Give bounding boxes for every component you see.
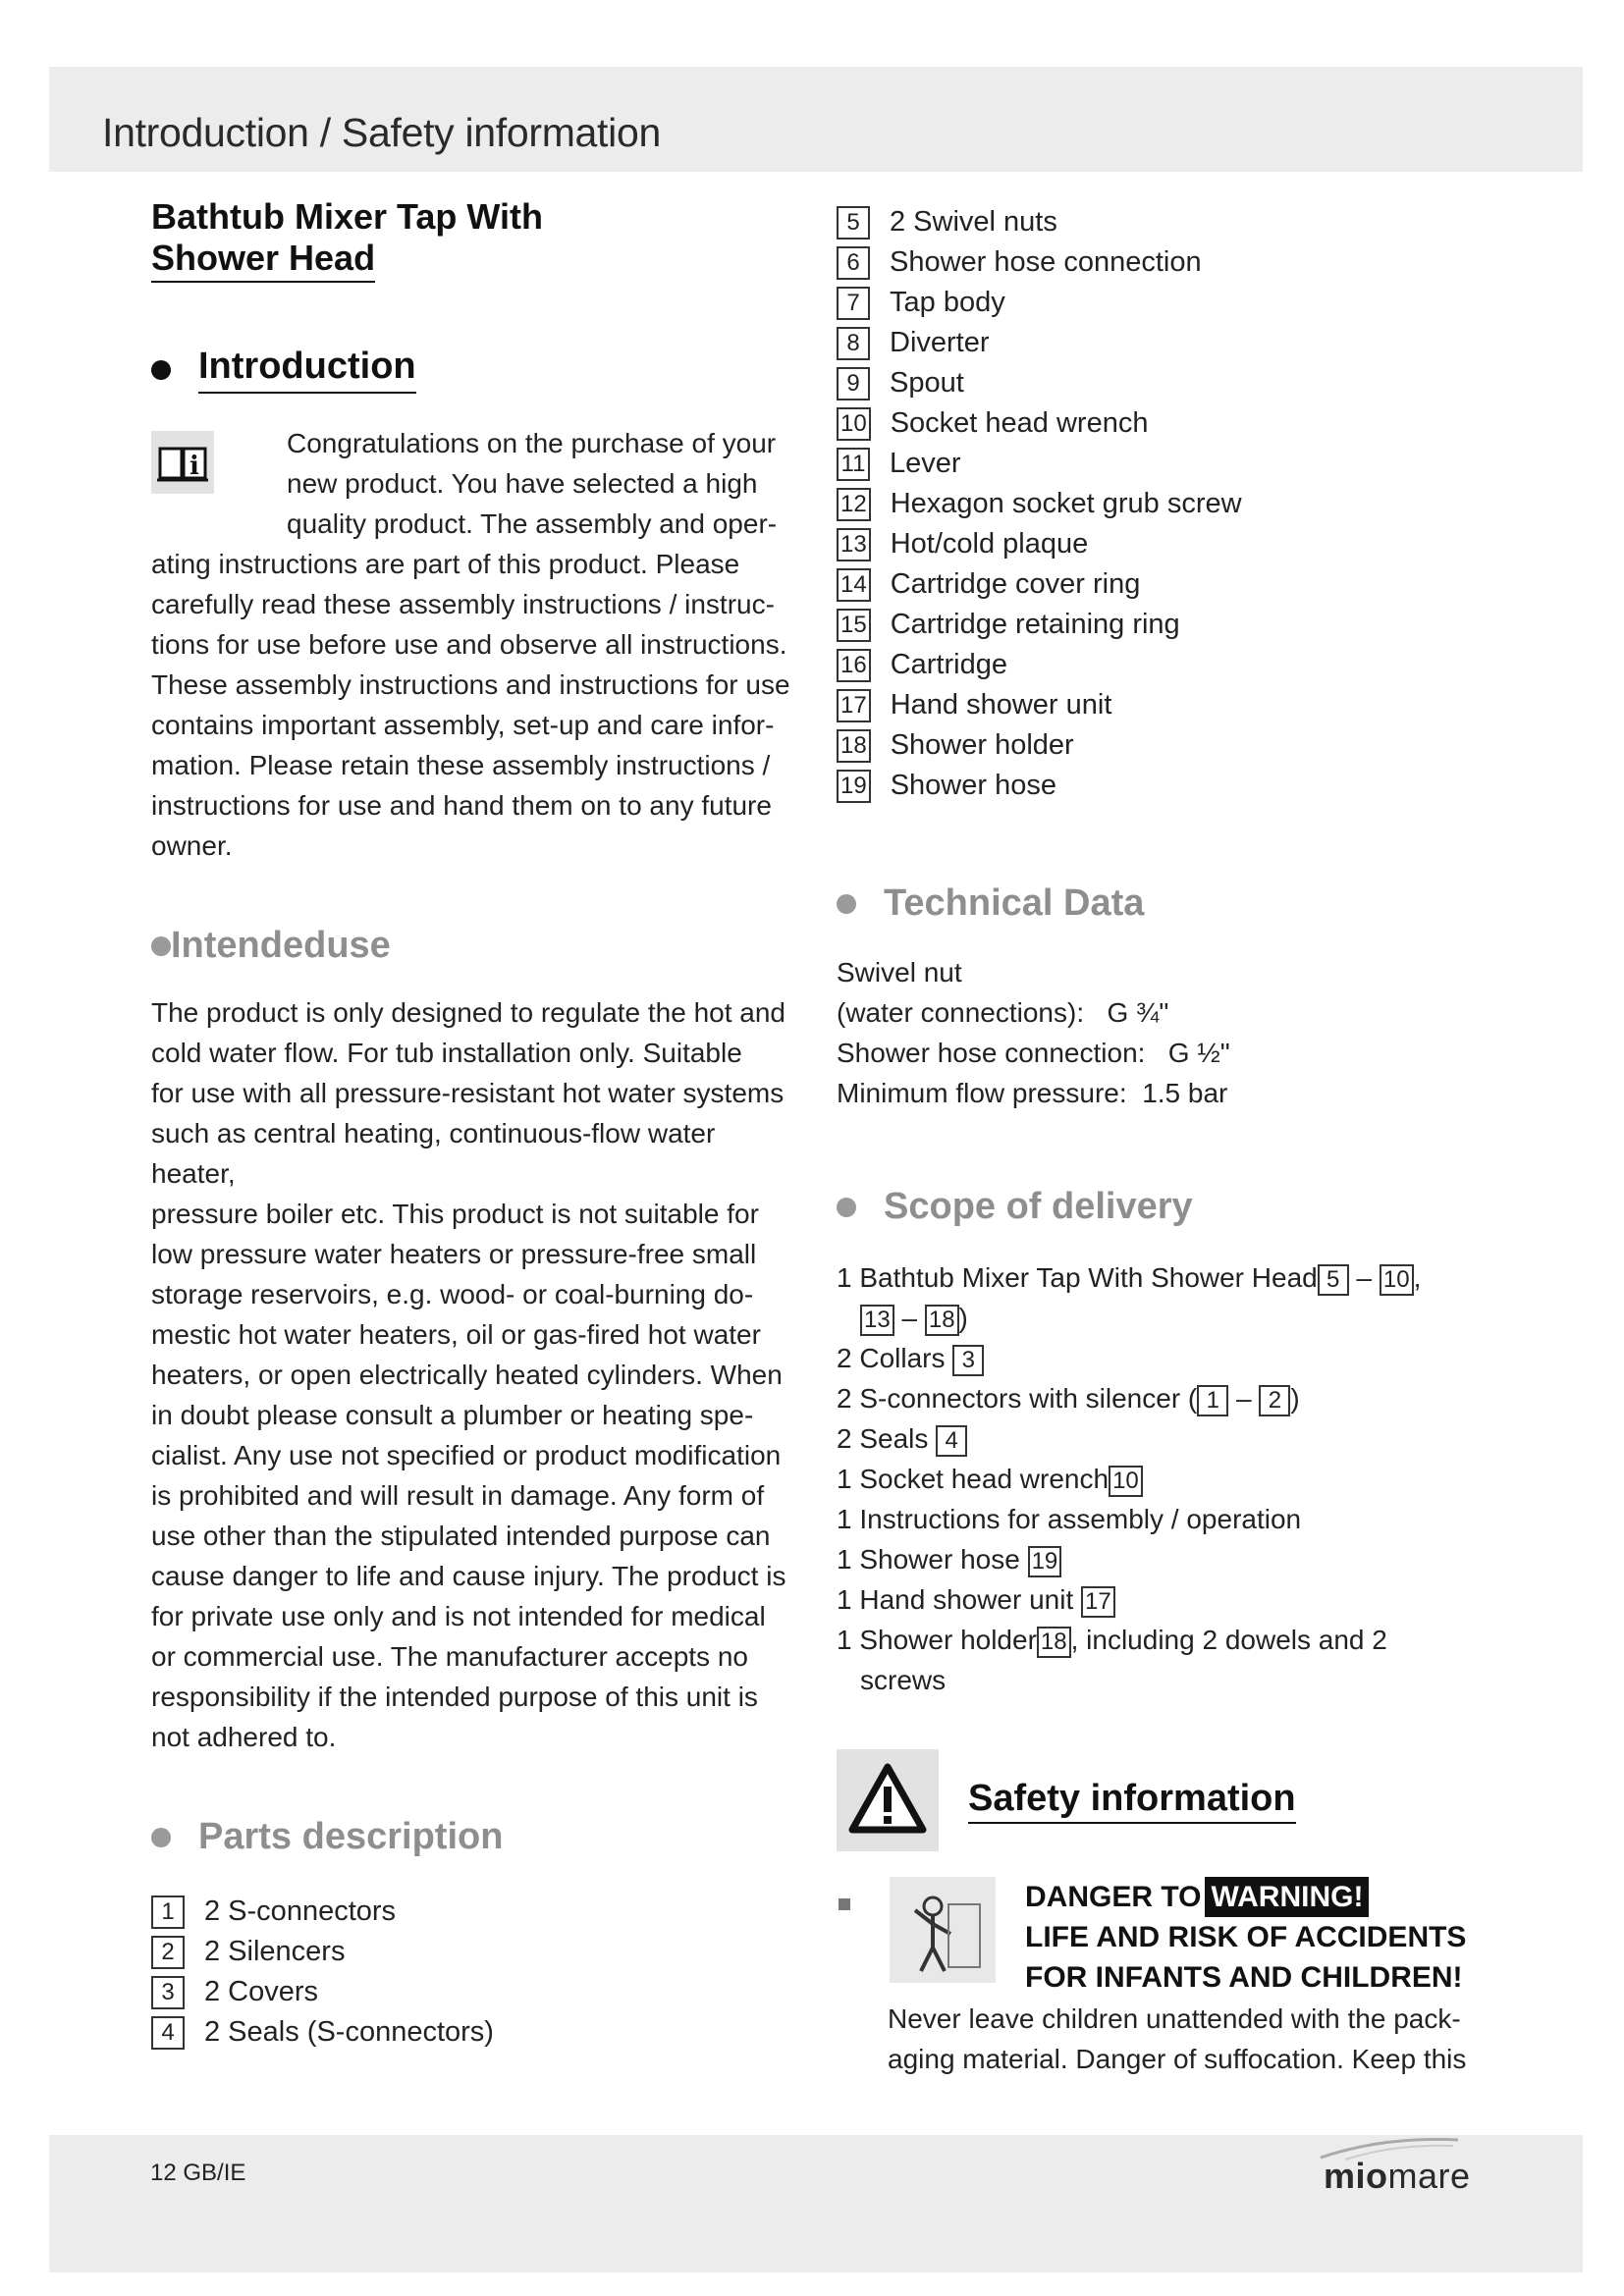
part-label: 2 Seals (S-connectors) xyxy=(204,2016,494,2048)
part-label: Hot/cold plaque xyxy=(890,528,1089,560)
intro-line: tions for use before use and observe all instructions. xyxy=(151,629,787,660)
intended-use-heading-text: Intendeduse xyxy=(171,925,391,966)
scope-item-text: 1 Bathtub Mixer Tap With Shower Head xyxy=(837,1262,1318,1293)
part-number: 6 xyxy=(837,246,870,280)
danger-line2: LIFE AND RISK OF ACCIDENTS xyxy=(1025,1921,1467,1953)
part-item xyxy=(837,363,1485,403)
intro-line: quality product. The assembly and oper- xyxy=(287,508,778,539)
scope-item: 13 – 18 ) xyxy=(837,1298,1485,1338)
intended-use-line: low pressure water heaters or pressure-free small xyxy=(151,1239,757,1269)
introduction-block xyxy=(151,423,799,866)
danger-body-line: aging material. Danger of suffocation. Keep this xyxy=(888,2044,1467,2074)
scope-item-text: 2 Seals xyxy=(837,1423,929,1454)
scope-item-text: 2 Collars xyxy=(837,1343,946,1373)
part-number: 7 xyxy=(837,287,870,320)
scope-item-text: 1 Instructions for assembly / operation xyxy=(837,1504,1302,1534)
part-ref: 18 xyxy=(1037,1627,1071,1658)
part-label: 2 Swivel nuts xyxy=(890,206,1057,238)
part-ref: 4 xyxy=(936,1425,967,1457)
intro-line: mation. Please retain these assembly instructions / xyxy=(151,750,771,780)
part-number: 1 xyxy=(151,1896,185,1929)
part-label: Socket head wrench xyxy=(890,407,1149,439)
part-number: 18 xyxy=(837,729,871,763)
part-item xyxy=(837,202,1485,242)
left-column xyxy=(151,196,799,2053)
bullet-icon xyxy=(837,1198,856,1217)
bullet-icon xyxy=(837,894,856,914)
scope-item-text: 1 Socket head wrench xyxy=(837,1464,1110,1494)
scope-item xyxy=(837,1539,1485,1579)
part-item xyxy=(151,2012,799,2053)
page-number: 12 GB/IE xyxy=(150,2160,246,2186)
intended-use-line: for use with all pressure-resistant hot water systems xyxy=(151,1078,785,1108)
tech-row xyxy=(837,992,1485,1033)
part-ref: 19 xyxy=(1028,1546,1062,1577)
intended-use-line: pressure boiler etc. This product is not suitable for xyxy=(151,1199,759,1229)
part-label: 2 Silencers xyxy=(204,1936,346,1967)
introduction-heading xyxy=(151,346,799,394)
scope-item xyxy=(837,1459,1485,1499)
part-number: 8 xyxy=(837,327,870,360)
part-label: Hexagon socket grub screw xyxy=(890,488,1242,519)
part-number: 13 xyxy=(837,528,871,561)
svg-text:i: i xyxy=(189,452,199,481)
scope-list xyxy=(837,1257,1485,1700)
part-ref: 18 xyxy=(925,1305,959,1336)
part-number: 10 xyxy=(837,407,871,441)
part-number: 15 xyxy=(837,609,871,642)
intended-use-line: such as central heating, continuous-flow water heater, xyxy=(151,1118,716,1189)
part-item xyxy=(837,403,1485,444)
document-title xyxy=(151,196,799,283)
part-item xyxy=(837,484,1485,524)
tech-label: Minimum flow pressure: xyxy=(837,1078,1127,1108)
intro-line: These assembly instructions and instructions for use xyxy=(151,669,790,700)
part-label: Shower hose connection xyxy=(890,246,1202,278)
technical-data-block xyxy=(837,952,1485,1113)
page-header-title: Introduction / Safety information xyxy=(102,110,661,155)
part-label: Shower holder xyxy=(890,729,1074,761)
tech-label: Shower hose connection: xyxy=(837,1038,1146,1068)
tech-label: (water connections): xyxy=(837,997,1085,1028)
part-ref: 5 xyxy=(1318,1264,1349,1296)
part-ref: 13 xyxy=(860,1305,894,1336)
intro-line: carefully read these assembly instructions / instruc- xyxy=(151,589,775,619)
parts-description-heading xyxy=(151,1816,799,1858)
bullet-icon xyxy=(151,360,171,380)
intended-use-line: responsibility if the intended purpose of this unit is xyxy=(151,1682,758,1712)
part-item xyxy=(837,283,1485,323)
part-number: 11 xyxy=(837,448,870,481)
parts-description-heading-text: Parts description xyxy=(198,1816,504,1857)
scope-item: 2 S-connectors with silencer ( 1 – 2 ) xyxy=(837,1378,1485,1418)
scope-item xyxy=(837,1338,1485,1378)
scope-item xyxy=(837,1620,1485,1660)
part-ref: 10 xyxy=(1380,1264,1414,1296)
intended-use-line: cause danger to life and cause injury. The product is xyxy=(151,1561,786,1591)
parts-list-left xyxy=(151,1892,799,2053)
danger-heading xyxy=(1025,1877,1466,1998)
technical-data-heading xyxy=(837,882,1485,925)
tech-row xyxy=(837,1073,1485,1113)
tech-value: G ½" xyxy=(1167,1038,1230,1068)
danger-line3: FOR INFANTS AND CHILDREN! xyxy=(1025,1961,1463,1994)
danger-prefix: DANGER TO xyxy=(1025,1881,1202,1913)
part-label: Spout xyxy=(890,367,964,399)
scope-item-text: , including 2 dowels and 2 xyxy=(1070,1625,1387,1655)
intended-use-line: in doubt please consult a plumber or heating spe- xyxy=(151,1400,754,1430)
intended-use-line: use other than the stipulated intended purpose can xyxy=(151,1521,771,1551)
part-label: Tap body xyxy=(890,287,1005,318)
part-ref: 10 xyxy=(1109,1466,1143,1497)
intended-use-line: for private use only and is not intended for medical xyxy=(151,1601,766,1631)
part-item xyxy=(837,605,1485,645)
part-number: 17 xyxy=(837,689,871,722)
part-label: 2 Covers xyxy=(204,1976,319,2007)
part-item xyxy=(837,645,1485,685)
part-label: Shower hose xyxy=(890,770,1056,801)
part-label: Lever xyxy=(890,448,961,479)
brand-logo-bold: mio xyxy=(1324,2156,1388,2196)
part-number: 3 xyxy=(151,1976,185,2009)
scope-of-delivery-heading xyxy=(837,1186,1485,1228)
introduction-heading-text: Introduction xyxy=(198,346,416,394)
bullet-icon xyxy=(151,1828,171,1847)
part-item xyxy=(837,564,1485,605)
danger-body-line: Never leave children unattended with the pack- xyxy=(888,2003,1461,2034)
part-label: Hand shower unit xyxy=(890,689,1112,721)
scope-item-text: 1 Shower hose xyxy=(837,1544,1020,1575)
part-ref: 3 xyxy=(952,1345,984,1376)
part-item xyxy=(837,685,1485,725)
intro-line: contains important assembly, set-up and care infor- xyxy=(151,710,775,740)
intended-use-line: mestic hot water heaters, oil or gas-fired hot water xyxy=(151,1319,761,1350)
scope-item-text: screws xyxy=(860,1665,947,1695)
safety-heading xyxy=(837,1749,1485,1851)
scope-of-delivery-heading-text: Scope of delivery xyxy=(884,1186,1193,1227)
part-number: 12 xyxy=(837,488,871,521)
warning-triangle-icon xyxy=(837,1749,939,1851)
scope-item-text: 2 S-connectors with silencer xyxy=(837,1383,1181,1414)
intended-use-line: or commercial use. The manufacturer accepts no xyxy=(151,1641,748,1672)
child-warning-icon xyxy=(890,1877,996,1983)
scope-item-text: 1 Hand shower unit xyxy=(837,1584,1074,1615)
intended-use-line: not adhered to. xyxy=(151,1722,337,1752)
part-item xyxy=(837,524,1485,564)
intended-use-heading xyxy=(151,925,799,967)
part-item xyxy=(837,766,1485,806)
warning-badge: WARNING! xyxy=(1205,1877,1369,1917)
intended-use-line: heaters, or open electrically heated cylinders. When xyxy=(151,1360,783,1390)
part-number: 5 xyxy=(837,206,870,240)
part-label: Cartridge retaining ring xyxy=(890,609,1180,640)
scope-item xyxy=(837,1418,1485,1459)
right-column xyxy=(837,196,1485,2112)
part-label: 2 S-connectors xyxy=(204,1896,397,1927)
intended-use-line: cialist. Any use not specified or product modification xyxy=(151,1440,782,1470)
intro-line: Congratulations on the purchase of your xyxy=(287,428,777,458)
scope-item xyxy=(837,1660,1485,1700)
scope-item: 1 Bathtub Mixer Tap With Shower Head 5 – 10 , xyxy=(837,1257,1485,1298)
document-title-line1: Bathtub Mixer Tap With xyxy=(151,196,543,237)
square-bullet-icon xyxy=(839,1898,850,1910)
part-item xyxy=(837,323,1485,363)
parts-list-right xyxy=(837,202,1485,806)
part-number: 9 xyxy=(837,367,870,400)
danger-line1 xyxy=(1025,1877,1466,1917)
tech-label: Swivel nut xyxy=(837,957,962,988)
intended-use-line: is prohibited and will result in damage. Any form of xyxy=(151,1480,765,1511)
part-item xyxy=(837,725,1485,766)
document-title-line2: Shower Head xyxy=(151,238,375,283)
intended-use-line: The product is only designed to regulate the hot and xyxy=(151,997,785,1028)
brand-logo xyxy=(1324,2156,1471,2197)
intro-line: new product. You have selected a high xyxy=(287,468,758,499)
part-item xyxy=(151,1972,799,2012)
part-ref: 17 xyxy=(1081,1586,1115,1618)
part-item xyxy=(151,1932,799,1972)
danger-body xyxy=(888,1999,1487,2079)
technical-data-heading-text: Technical Data xyxy=(884,882,1145,924)
tech-row xyxy=(837,1033,1485,1073)
brand-logo-light: mare xyxy=(1387,2156,1471,2196)
intro-line: ating instructions are part of this product. Please xyxy=(151,549,740,579)
part-number: 4 xyxy=(151,2016,185,2050)
part-number: 2 xyxy=(151,1936,185,1969)
part-number: 14 xyxy=(837,568,871,602)
part-item xyxy=(151,1892,799,1932)
part-number: 19 xyxy=(837,770,871,803)
safety-heading-text: Safety information xyxy=(968,1778,1296,1824)
tech-row xyxy=(837,952,1485,992)
intro-line: owner. xyxy=(151,830,233,861)
scope-item xyxy=(837,1579,1485,1620)
part-label: Cartridge cover ring xyxy=(890,568,1141,600)
tech-value: G ¾" xyxy=(1107,997,1169,1028)
scope-item xyxy=(837,1499,1485,1539)
bullet-icon xyxy=(151,936,171,956)
intended-use-line: cold water flow. For tub installation only. Suitable xyxy=(151,1038,742,1068)
part-ref: 2 xyxy=(1259,1385,1290,1416)
part-ref: 1 xyxy=(1197,1385,1228,1416)
part-number: 16 xyxy=(837,649,871,682)
part-item xyxy=(837,242,1485,283)
part-label: Diverter xyxy=(890,327,990,358)
intended-use-block xyxy=(151,992,799,1757)
tech-value: 1.5 bar xyxy=(1142,1078,1228,1108)
danger-block xyxy=(837,1877,1485,2112)
part-label: Cartridge xyxy=(890,649,1007,680)
part-item xyxy=(837,444,1485,484)
intended-use-line: storage reservoirs, e.g. wood- or coal-burning do- xyxy=(151,1279,754,1309)
intro-line: instructions for use and hand them on to any future xyxy=(151,790,772,821)
info-book-icon xyxy=(151,431,214,494)
scope-item-text: 1 Shower holder xyxy=(837,1625,1037,1655)
